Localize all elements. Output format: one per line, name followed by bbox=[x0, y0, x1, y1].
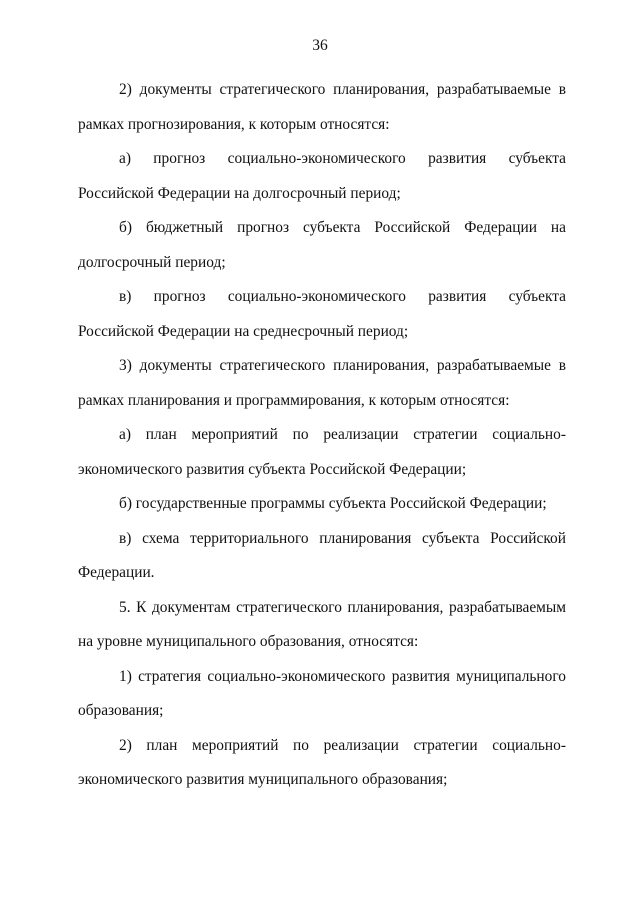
paragraph-item-1-municipal-strategy: 1) стратегия социально-экономического развития муниципального образования; bbox=[78, 667, 566, 719]
paragraph-subitem-c-medium-term-forecast: в) прогноз социально-экономического развития субъекта Российской Федерации на среднесрочный период; bbox=[78, 288, 566, 340]
paragraph-section-5-municipal-docs: 5. К документам стратегического планирования, разрабатываемым на уровне муниципального образования, относятся: bbox=[78, 598, 566, 650]
paragraph-subitem-c-territorial-scheme: в) схема территориального планирования субъекта Российской Федерации. bbox=[78, 529, 566, 581]
paragraph-item-2-municipal-action-plan: 2) план мероприятий по реализации стратегии социально-экономического развития муниципального образования; bbox=[78, 736, 566, 788]
paragraph-subitem-a-long-term-forecast: а) прогноз социально-экономического развития субъекта Российской Федерации на долгосрочный период; bbox=[78, 150, 566, 202]
paragraph-item-2-forecasting-docs: 2) документы стратегического планирования, разрабатываемые в рамках прогнозирования, к которым относятся: bbox=[78, 81, 566, 133]
page-number: 36 bbox=[312, 37, 328, 54]
paragraph-subitem-b-state-programs: б) государственные программы субъекта Российской Федерации; bbox=[119, 495, 547, 512]
paragraph-subitem-b-budget-forecast: б) бюджетный прогноз субъекта Российской Федерации на долгосрочный период; bbox=[78, 219, 566, 271]
paragraph-subitem-a-action-plan: а) план мероприятий по реализации стратегии социально-экономического развития субъекта Российской Федерации; bbox=[78, 426, 566, 478]
document-body bbox=[78, 73, 566, 798]
paragraph-item-3-planning-docs: 3) документы стратегического планирования, разрабатываемые в рамках планирования и программирования, к которым относятся: bbox=[78, 357, 566, 409]
